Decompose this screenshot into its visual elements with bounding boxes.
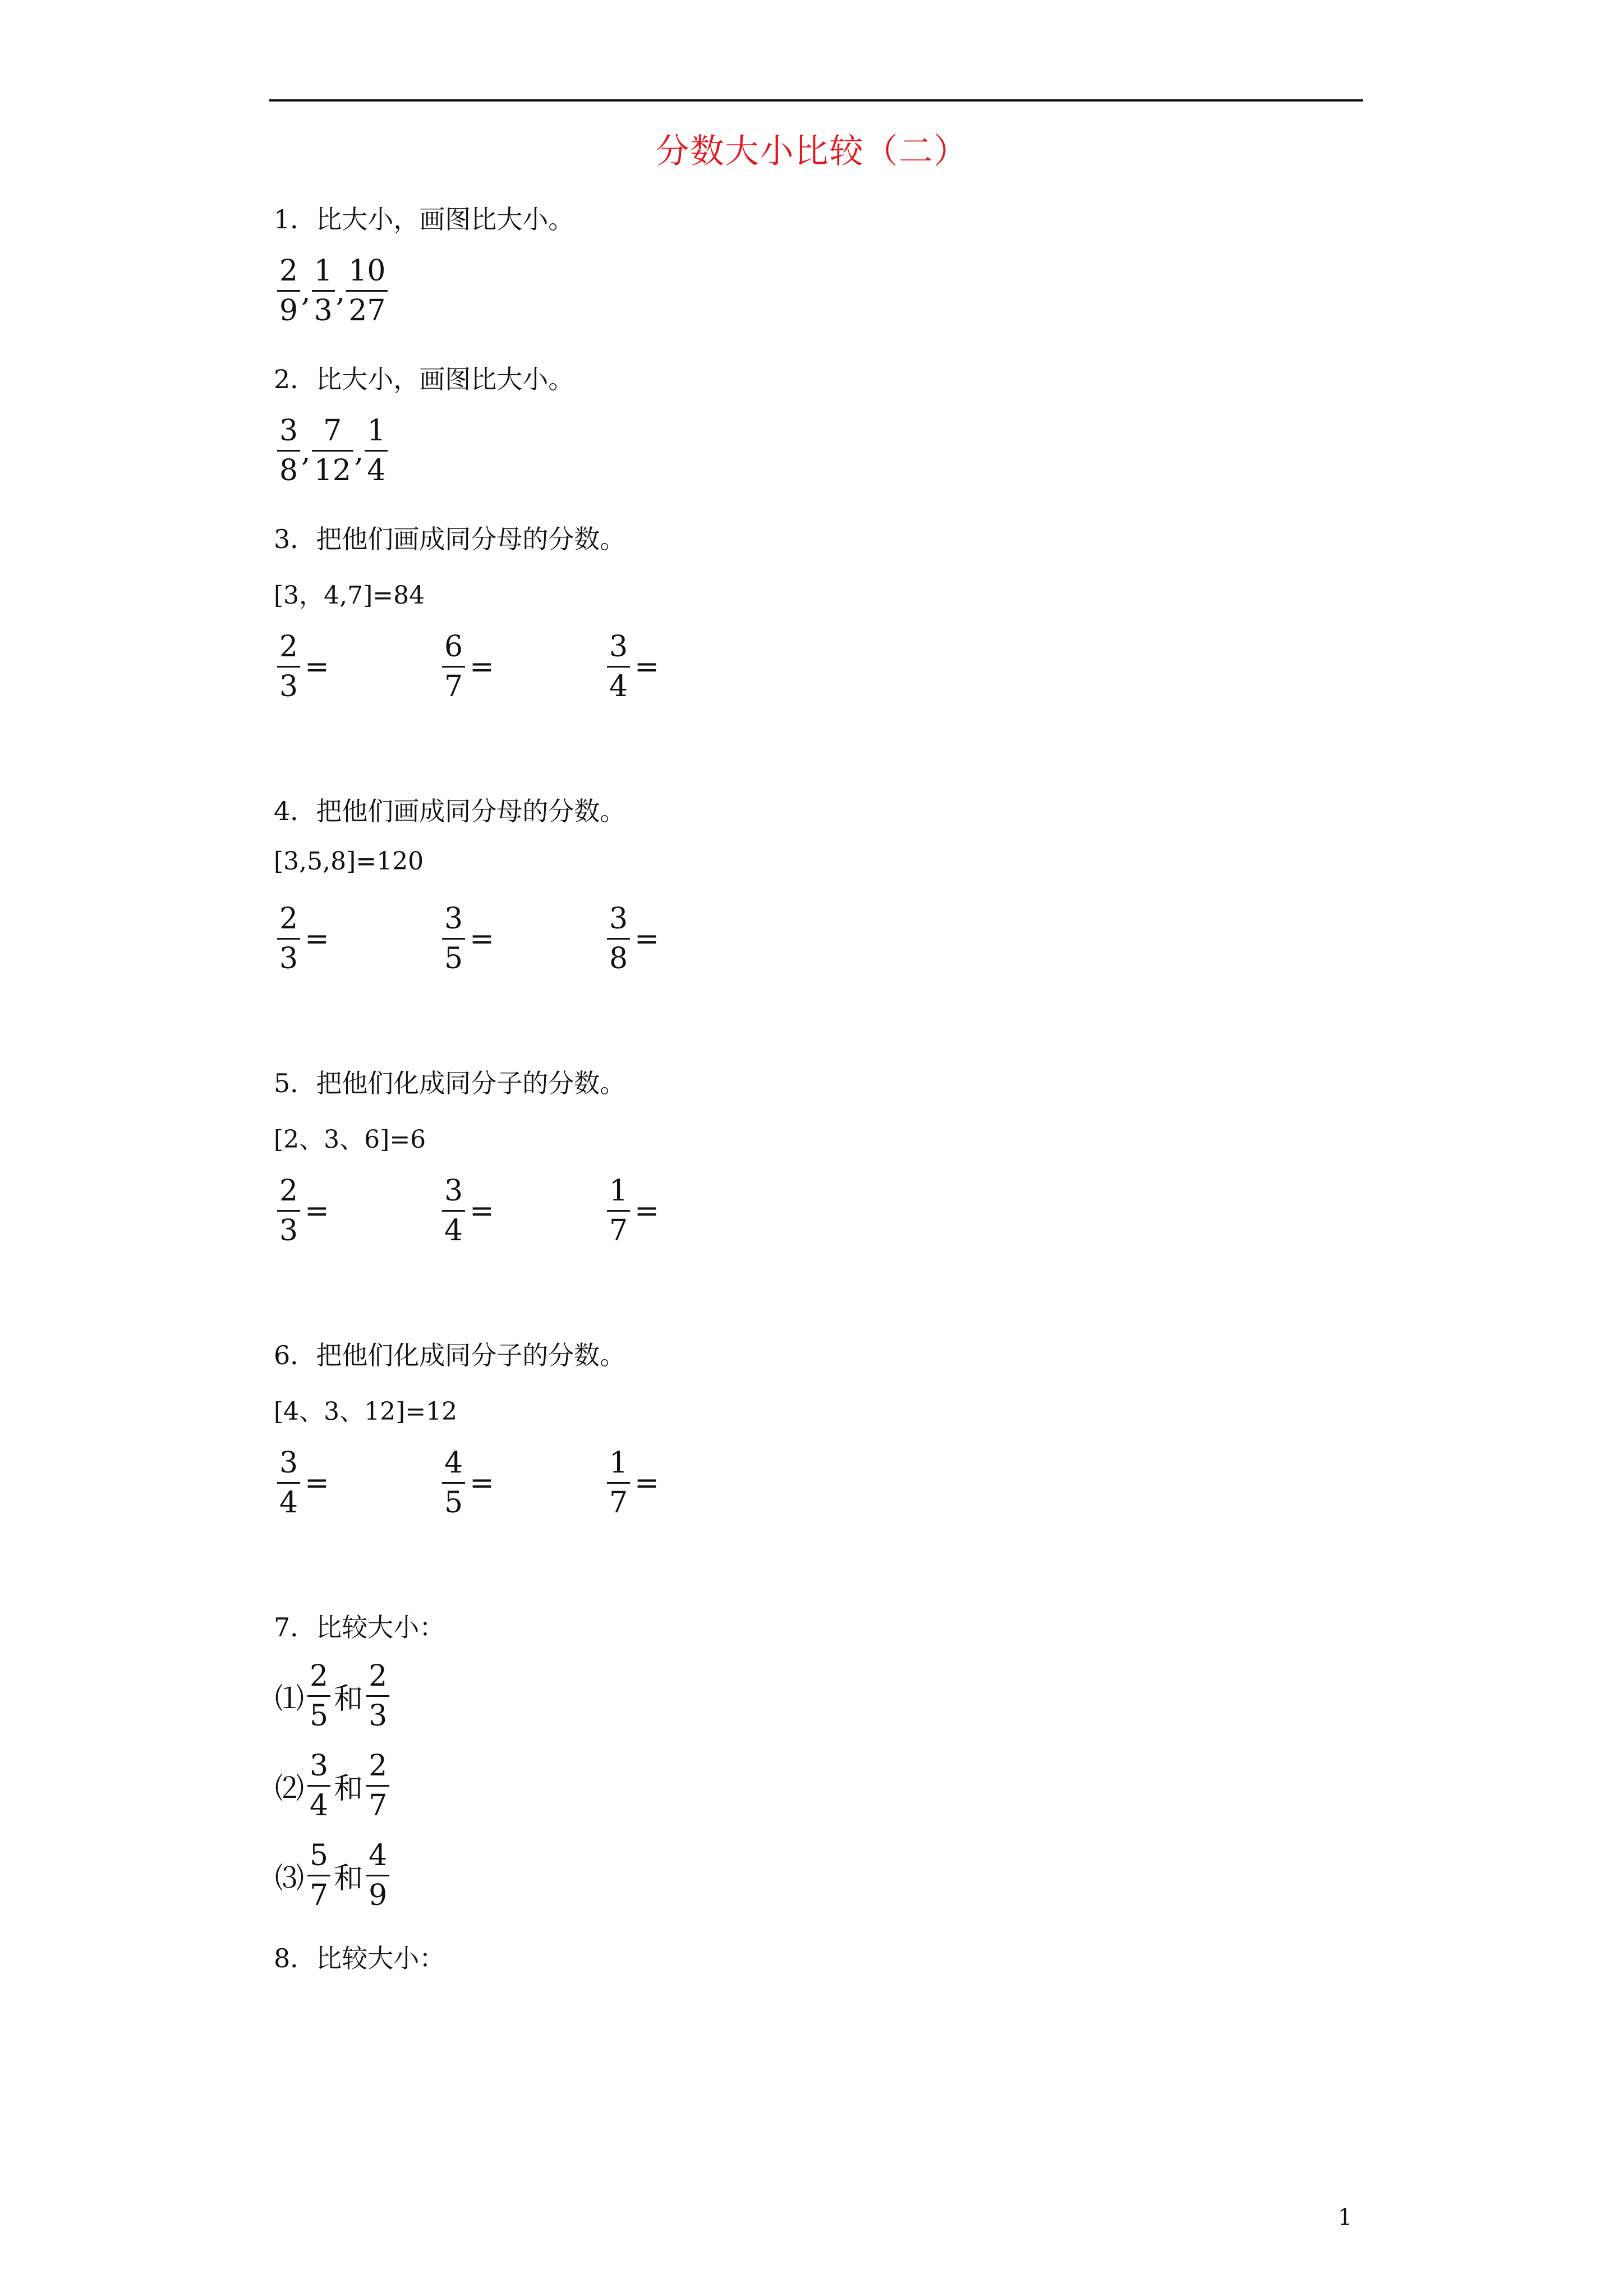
question-3-item-3: $\frac{3}{4}$ = [607,631,659,702]
question-6-lcm: [4、3、12]=12 [274,1397,458,1426]
page-title: 分数大小比较（二） [655,132,969,171]
question-3-label: 3．把他们画成同分母的分数。 [274,524,626,554]
question-4-lcm: [3,5,8]=120 [274,847,424,876]
question-6-item-3: $\frac{1}{7}$ = [607,1447,659,1519]
question-1-label: 1．比大小，画图比大小。 [274,204,574,234]
question-5-item-3: $\frac{1}{7}$ = [607,1175,659,1246]
question-3-lcm: [3，4,7]=84 [274,581,425,610]
question-5-label: 5．把他们化成同分子的分数。 [274,1068,626,1098]
question-4-item-3: $\frac{3}{8}$ = [607,903,659,974]
question-8-label: 8．比较大小： [274,1943,445,1973]
question-2-label: 2．比大小，画图比大小。 [274,364,574,394]
question-2-fractions [277,415,388,486]
question-5-lcm: [2、3、6]=6 [274,1125,426,1154]
question-7-pair-2: ⑵ $\frac{3}{4}$ 和 $\frac{2}{7}$ [275,1750,389,1821]
header-rule [269,99,1363,102]
fraction: $\frac{1}{3}$ [312,255,335,326]
comma: , [301,275,311,309]
comma: , [335,275,346,309]
question-6-item-2: $\frac{4}{5}$ = [442,1447,494,1519]
question-7-pair-3: ⑶ $\frac{5}{7}$ 和 $\frac{4}{9}$ [275,1840,389,1911]
page-number: 1 [1338,2205,1352,2230]
fraction: $\frac{1}{4}$ [365,415,388,486]
fraction: $\frac{2}{9}$ [277,255,300,326]
comma: , [354,435,364,468]
question-1-fractions [277,255,388,326]
fraction: $\frac{10}{27}$ [346,255,388,326]
question-3-item-2: $\frac{6}{7}$ = [442,631,494,702]
question-6-label: 6．把他们化成同分子的分数。 [274,1340,626,1370]
question-7-pair-1: ⑴ $\frac{2}{5}$ 和 $\frac{2}{3}$ [275,1660,389,1732]
question-5-item-2: $\frac{3}{4}$ = [442,1175,494,1246]
fraction: $\frac{3}{8}$ [277,415,300,486]
question-3-item-1: $\frac{2}{3}$ = [277,631,329,702]
question-4-label: 4．把他们画成同分母的分数。 [274,796,626,826]
question-6-item-1: $\frac{3}{4}$ = [277,1447,329,1519]
question-7-label: 7．比较大小： [274,1612,445,1642]
comma: , [301,435,311,468]
question-5-item-1: $\frac{2}{3}$ = [277,1175,329,1246]
fraction: $\frac{7}{12}$ [312,415,353,486]
question-4-item-2: $\frac{3}{5}$ = [442,903,494,974]
question-4-item-1: $\frac{2}{3}$ = [277,903,329,974]
